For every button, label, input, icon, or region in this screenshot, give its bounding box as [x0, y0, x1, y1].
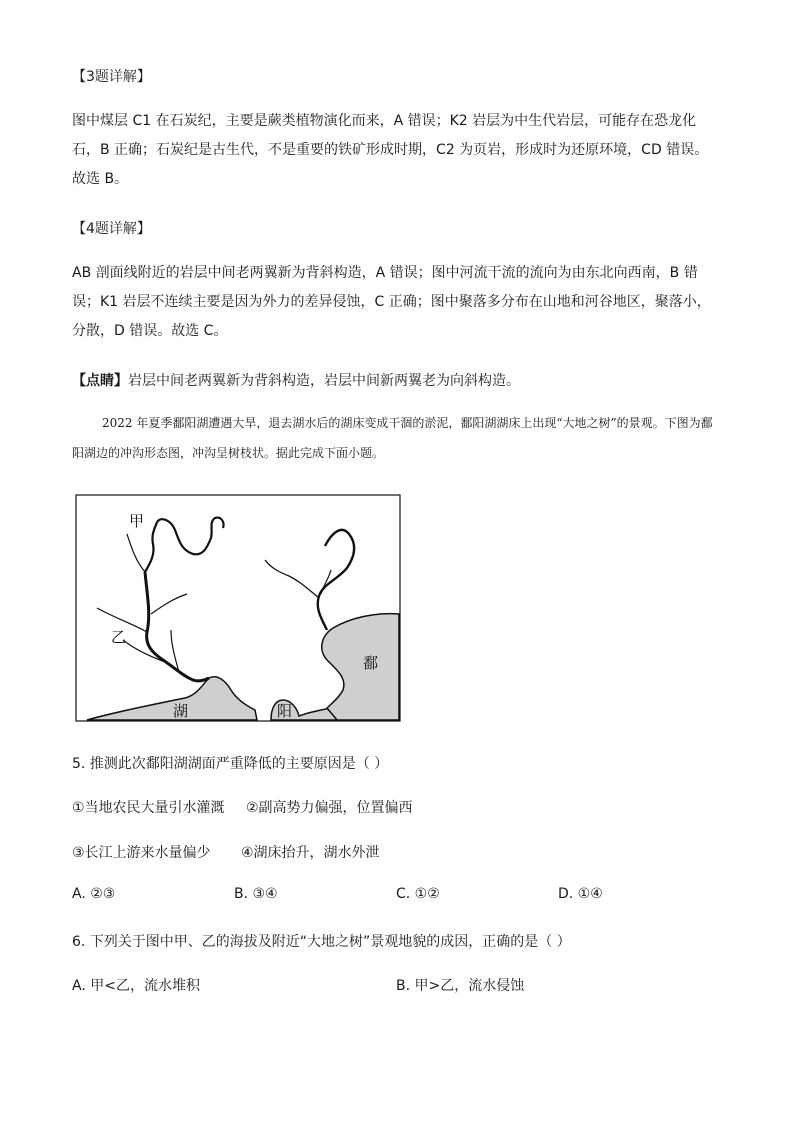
q3-explanation: 图中煤层 C1 在石炭纪，主要是蕨类植物演化而来，A 错误；K2 岩层为中生代岩层，可能存在恐龙化石，B 正确；石炭纪是古生代，不是重要的铁矿形成时期，C2 为页岩，形成时为还原环境，CD 错误。故选 B。	[72, 113, 709, 187]
q5-statement-1: ①当地农民大量引水灌溉	[72, 800, 225, 816]
tip-label: 【点睛】	[72, 373, 128, 389]
q5-option-a[interactable]: A. ②③	[72, 886, 116, 902]
tip-text: 岩层中间老两翼新为背斜构造，岩层中间新两翼老为向斜构造。	[128, 373, 520, 389]
q3-heading: 【3题详解】	[72, 69, 151, 85]
q5-statement-3: ③长江上游来水量偏少	[72, 845, 211, 861]
q5-option-d[interactable]: D. ①④	[558, 886, 603, 902]
q5-option-c[interactable]: C. ①②	[396, 886, 440, 902]
q5-statement-4: ④湖床抬升，湖水外泄	[241, 845, 380, 861]
question-intro: 2022 年夏季鄱阳湖遭遇大旱，退去湖水后的湖床变成干涸的淤泥，鄱阳湖湖床上出现“大地之树”的景观。下图为鄱阳湖边的冲沟形态图，冲沟呈树枝状。据此完成下面小题。	[72, 416, 713, 460]
q5-statement-2: ②副高势力偏强，位置偏西	[246, 800, 413, 816]
tip-paragraph	[72, 370, 520, 390]
q5-stem: 5. 推测此次鄱阳湖湖面严重降低的主要原因是（ ）	[72, 756, 389, 772]
map-label-yi: 乙	[111, 628, 127, 646]
map-label-yang: 阳	[277, 702, 293, 720]
map-label-jia: 甲	[129, 512, 145, 530]
q6-stem: 6. 下列关于图中甲、乙的海拔及附近“大地之树”景观地貌的成因，正确的是（ ）	[72, 934, 571, 950]
q4-heading: 【4题详解】	[72, 221, 151, 237]
q6-option-b[interactable]: B. 甲>乙，流水侵蚀	[396, 978, 525, 994]
lake-water-right	[322, 614, 399, 720]
map-label-po: 鄱	[363, 654, 379, 672]
q6-option-a[interactable]: A. 甲<乙，流水堆积	[72, 978, 200, 994]
map-label-hu: 湖	[173, 702, 189, 720]
gully-map-svg	[75, 494, 401, 722]
q5-option-b[interactable]: B. ③④	[234, 886, 278, 902]
q4-explanation: AB 剖面线附近的岩层中间老两翼新为背斜构造，A 错误；图中河流干流的流向为由东北向西南，B 错误；K1 岩层不连续主要是因为外力的差异侵蚀，C 正确；图中聚落多分布在山地和河谷地区，聚落小，分散，D 错误。故选 C。	[72, 265, 711, 339]
gully-map-figure	[75, 494, 401, 722]
